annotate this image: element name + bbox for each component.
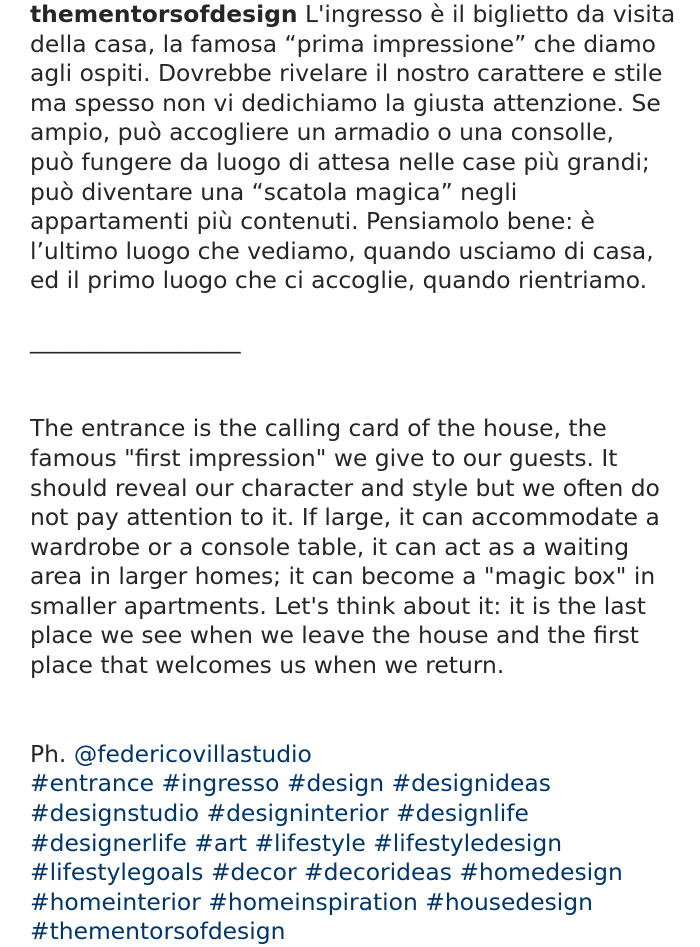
- spacer: [30, 710, 680, 740]
- hashtag-lifestylegoals[interactable]: #lifestylegoals: [30, 858, 204, 887]
- username-link[interactable]: thementorsofdesign: [30, 0, 298, 28]
- hashtag-designinterior[interactable]: #designinterior: [206, 799, 389, 828]
- hashtag-design[interactable]: #design: [286, 769, 385, 798]
- spacer: [30, 355, 680, 385]
- hashtag-designlife[interactable]: #designlife: [396, 799, 529, 828]
- hashtag-designerlife[interactable]: #designerlife: [30, 828, 187, 857]
- spacer: [30, 385, 680, 415]
- post-caption: [30, 0, 680, 947]
- hashtag-thementorsofdesign[interactable]: #thementorsofdesign: [30, 917, 286, 946]
- photo-credit: [30, 740, 680, 770]
- hashtag-homeinspiration[interactable]: #homeinspiration: [208, 887, 418, 916]
- hashtag-list: [30, 769, 680, 947]
- hashtag-entrance[interactable]: #entrance: [30, 769, 155, 798]
- hashtag-designstudio[interactable]: #designstudio: [30, 799, 200, 828]
- hashtag-homeinterior[interactable]: #homeinterior: [30, 887, 201, 916]
- credit-mention-link[interactable]: @federicovillastudio: [73, 739, 312, 768]
- italian-caption-text: L'ingresso è il biglietto da visita della casa, la famosa “prima impressione” che diamo agli ospiti. Dovrebbe rivelare il nostro carattere e stile ma spesso non vi dedichiamo la giusta attenzione. Se ampio, può accogliere un armadio o una consolle, può fungere da luogo di attesa nelle case più grandi; può diventare una “scatola magica” negli appartamenti più contenuti. Pensiamolo bene: è l’ultimo luogo che vediamo, quando usciamo di casa, ed il primo luogo che ci accoglie, quando rientriamo.: [30, 0, 676, 295]
- hashtag-decorideas[interactable]: #decorideas: [304, 858, 452, 887]
- hashtag-lifestyledesign[interactable]: #lifestyledesign: [373, 828, 563, 857]
- hashtag-homedesign[interactable]: #homedesign: [459, 858, 623, 887]
- spacer: [30, 296, 680, 326]
- hashtag-decor[interactable]: #decor: [210, 858, 297, 887]
- hashtag-lifestyle[interactable]: #lifestyle: [254, 828, 366, 857]
- separator-line: __________________: [30, 325, 241, 354]
- hashtag-designideas[interactable]: #designideas: [391, 769, 551, 798]
- credit-label: Ph.: [30, 739, 67, 768]
- english-caption: The entrance is the calling card of the house, the famous "first impression" we give to our guests. It should reveal our character and style but we often do not pay attention to it. If large, it can accommodate a wardrobe or a console table, it can act as a waiting area in larger homes; it can become a "magic box" in smaller apartments. Let's think about it: it is the last place we see when we leave the house and the first place that welcomes us when we return.: [30, 414, 660, 680]
- italian-caption: [30, 0, 680, 296]
- spacer: [30, 681, 680, 711]
- hashtag-art[interactable]: #art: [194, 828, 247, 857]
- hashtag-housedesign[interactable]: #housedesign: [425, 887, 593, 916]
- hashtag-ingresso[interactable]: #ingresso: [161, 769, 280, 798]
